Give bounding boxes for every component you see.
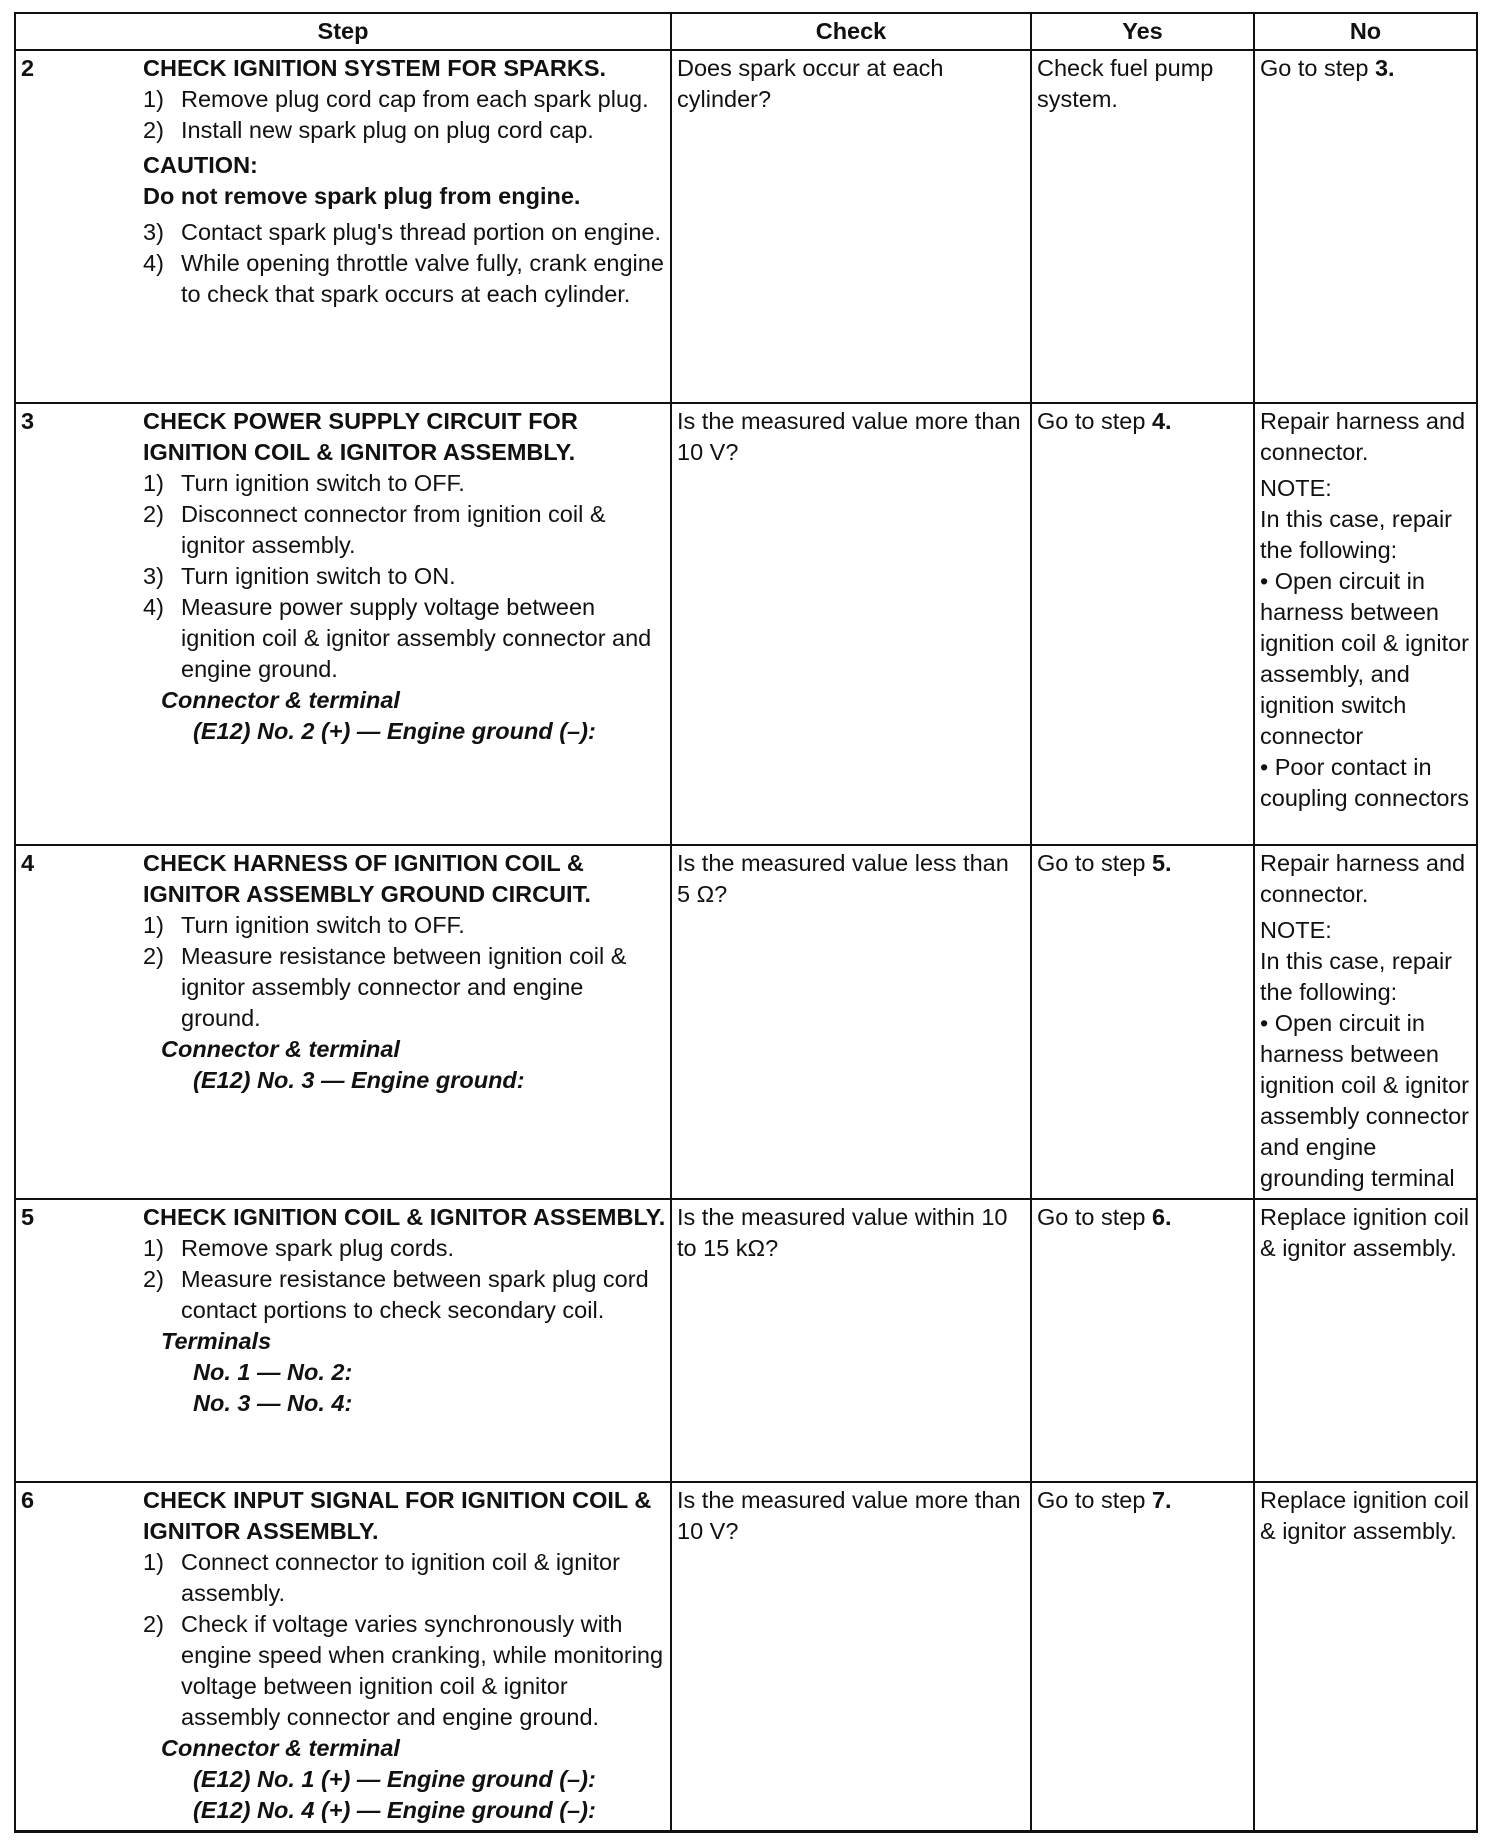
substep-list [143,84,666,146]
note-bullet: • Open circuit in harness between ignition coil & ignitor assembly, and ignition switch connector [1260,568,1469,749]
step-cell [15,1199,671,1482]
step-number: 4 [21,850,35,876]
connector-value: (E12) No. 4 (+) — Engine ground (–): [193,1797,596,1823]
no-cell: Replace ignition coil & ignitor assembly. [1254,1199,1477,1482]
note-text: In this case, repair the following: [1260,506,1453,563]
no-cell: Replace ignition coil & ignitor assembly. [1254,1482,1477,1832]
header-row [15,13,1477,50]
check-cell: Does spark occur at each cylinder? [671,50,1031,403]
step-cell [15,403,671,845]
substep: 2) Disconnect connector from ignition coil & ignitor assembly. [143,501,606,558]
substep: 1) Connect connector to ignition coil & ignitor assembly. [143,1549,620,1606]
step-title: CHECK POWER SUPPLY CIRCUIT FOR IGNITION COIL & IGNITOR ASSEMBLY. [143,408,578,465]
yes-cell: Go to step 5. [1031,845,1254,1199]
table-row [15,50,1477,403]
substep-list [143,217,666,310]
table-row [15,1199,1477,1482]
note-text: In this case, repair the following: [1260,948,1453,1005]
note-bullet: • Poor contact in coupling connectors [1260,754,1470,811]
step-number: 5 [21,1204,35,1230]
connector-heading: Connector & terminal [161,687,400,713]
substep: 4) While opening throttle valve fully, crank engine to check that spark occurs at each cylinder. [143,250,664,307]
step-title: CHECK HARNESS OF IGNITION COIL & IGNITOR ASSEMBLY GROUND CIRCUIT. [143,850,591,907]
step-ref: 3. [1374,55,1395,81]
connector-value: (E12) No. 3 — Engine ground: [193,1067,525,1093]
substep: 1) Turn ignition switch to OFF. [143,912,465,938]
step-ref: 7. [1151,1487,1172,1513]
substep: 2) Measure resistance between ignition coil & ignitor assembly connector and engine ground. [143,943,627,1031]
substep: 1) Turn ignition switch to OFF. [143,470,465,496]
substep: 3) Contact spark plug's thread portion on engine. [143,219,662,245]
note-heading: NOTE: [1260,475,1332,501]
step-title: CHECK IGNITION COIL & IGNITOR ASSEMBLY. [143,1204,666,1230]
step-ref: 5. [1151,850,1172,876]
substep: 2) Check if voltage varies synchronously with engine speed when cranking, while monitoring voltage between ignition coil & ignitor assembly connector and engine ground. [143,1611,664,1730]
caution-text: Do not remove spark plug from engine. [143,183,581,209]
no-cell: Go to step 3. [1254,50,1477,403]
connector-value: No. 3 — No. 4: [193,1390,353,1416]
caution-heading: CAUTION: [143,152,258,178]
step-title: CHECK IGNITION SYSTEM FOR SPARKS. [143,55,607,81]
substep-list [143,910,666,1034]
step-number: 6 [21,1487,35,1513]
header-yes: Yes [1031,13,1254,50]
header-step: Step [15,13,671,50]
step-number: 2 [21,55,35,81]
step-cell [15,1482,671,1832]
yes-cell: Go to step 4. [1031,403,1254,845]
table-row [15,1482,1477,1832]
header-no: No [1254,13,1477,50]
yes-cell: Go to step 6. [1031,1199,1254,1482]
note-heading: NOTE: [1260,917,1332,943]
substep: 1) Remove spark plug cords. [143,1235,454,1261]
substep-list [143,468,666,685]
step-cell [15,50,671,403]
connector-value: (E12) No. 1 (+) — Engine ground (–): [193,1766,596,1792]
connector-heading: Connector & terminal [161,1036,400,1062]
substep: 1) Remove plug cord cap from each spark plug. [143,86,649,112]
no-cell [1254,845,1477,1199]
yes-cell: Go to step 7. [1031,1482,1254,1832]
step-title: CHECK INPUT SIGNAL FOR IGNITION COIL & IGNITOR ASSEMBLY. [143,1487,652,1544]
yes-cell: Check fuel pump system. [1031,50,1254,403]
check-cell: Is the measured value more than 10 V? [671,1482,1031,1832]
substep: 2) Measure resistance between spark plug cord contact portions to check secondary coil. [143,1266,649,1323]
no-cell [1254,403,1477,845]
substep-list [143,1547,666,1733]
substep: 3) Turn ignition switch to ON. [143,563,456,589]
connector-value: (E12) No. 2 (+) — Engine ground (–): [193,718,596,744]
substep-list [143,1233,666,1326]
diagnosis-table [14,12,1478,1833]
check-cell: Is the measured value within 10 to 15 kΩ? [671,1199,1031,1482]
note-bullet: • Open circuit in harness between ignition coil & ignitor assembly connector and engine grounding terminal [1260,1010,1469,1191]
step-number: 3 [21,408,35,434]
no-action: Repair harness and connector. [1260,850,1466,907]
no-action: Repair harness and connector. [1260,408,1466,465]
substep: 2) Install new spark plug on plug cord cap. [143,117,594,143]
header-check: Check [671,13,1031,50]
table-row [15,845,1477,1199]
connector-value: No. 1 — No. 2: [193,1359,353,1385]
step-ref: 6. [1151,1204,1172,1230]
connector-heading: Terminals [161,1328,272,1354]
step-cell [15,845,671,1199]
check-cell: Is the measured value less than 5 Ω? [671,845,1031,1199]
table-row [15,403,1477,845]
connector-heading: Connector & terminal [161,1735,400,1761]
check-cell: Is the measured value more than 10 V? [671,403,1031,845]
table-header [15,13,1477,50]
substep: 4) Measure power supply voltage between ignition coil & ignitor assembly connector and engine ground. [143,594,652,682]
step-ref: 4. [1151,408,1172,434]
